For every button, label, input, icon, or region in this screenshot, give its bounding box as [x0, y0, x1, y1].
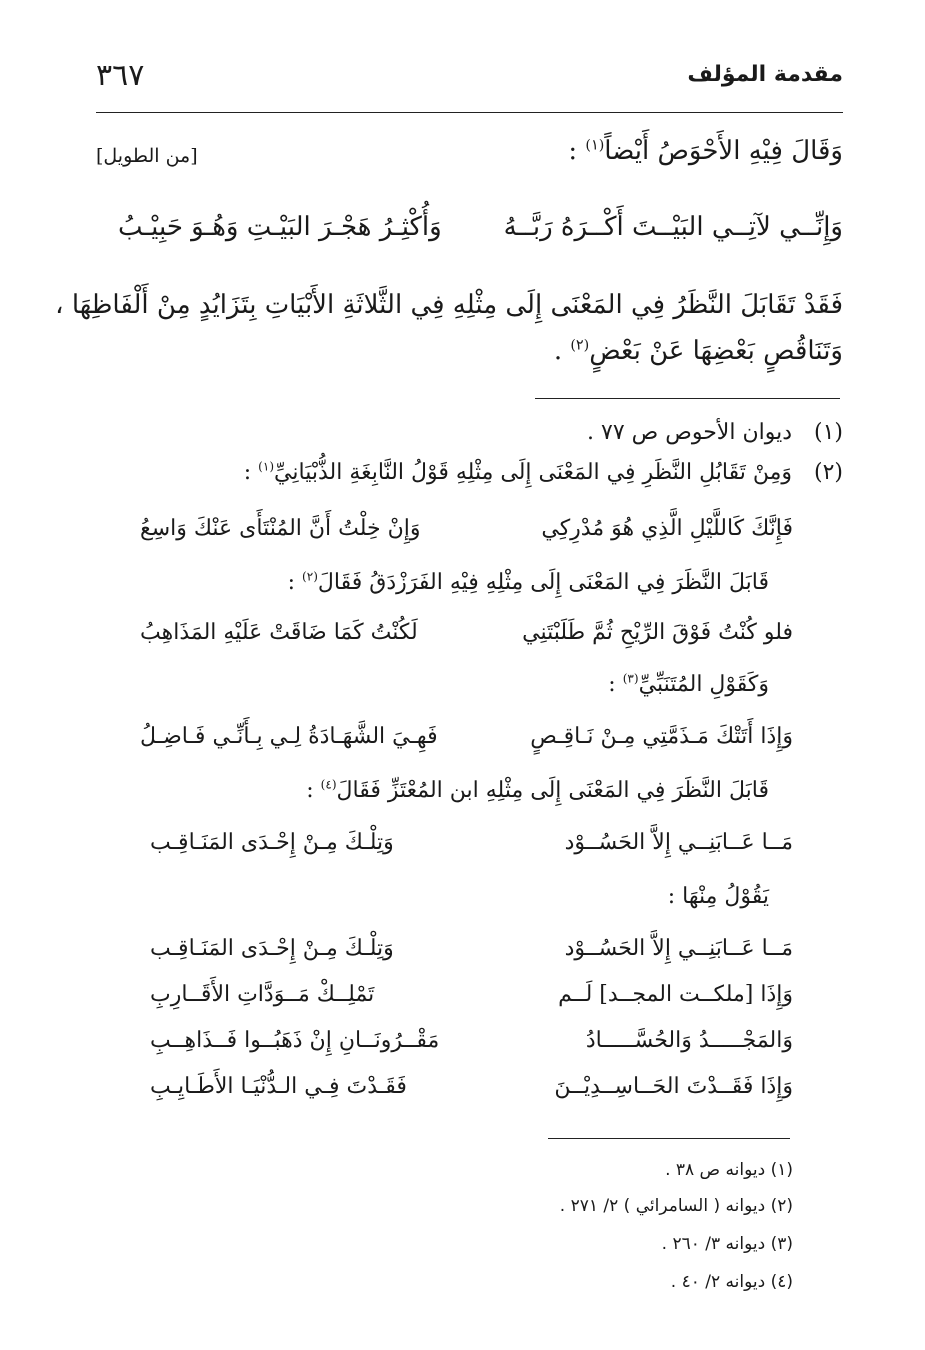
footnote-text: ديوان الأحوص ص ٧٧ . — [587, 420, 792, 445]
running-head: مقدمة المؤلف — [687, 62, 843, 87]
footnote-tail: : — [287, 570, 302, 595]
verse-second-hemistich: فَهِـيَ الشَّهَـادَةُ لِـي بِـأَنِّـي فَـاضِـلُ — [140, 724, 438, 749]
verse-first-hemistich: وَإِذَا [ملكــت المجــد] لَــم — [558, 982, 793, 1007]
verse-first-hemistich: وَإِذَا أَتَتْكَ مَـذَمَّتِي مِـنْ نَـاقِـصٍ — [530, 724, 793, 749]
footnote-ref: (٤) — [320, 777, 337, 792]
verse-first-hemistich: فَإِنَّكَ كَاللَّيْلِ الَّذِي هُوَ مُدْرِكِي — [541, 516, 793, 541]
footnote-line-d — [306, 778, 769, 803]
endnote-3: (٣) ديوانه ٣/ ٢٦٠ . — [661, 1234, 793, 1254]
footnote-2 — [244, 460, 843, 485]
main-verse — [118, 212, 843, 242]
footnote-tail: : — [243, 460, 259, 485]
footnote-line-b — [288, 570, 769, 595]
verse-second-hemistich: لَكُنْتُ كَمَا ضَاقَتْ عَلَيْهِ المَذَاهِبُ — [140, 620, 418, 645]
footnote-tail: : — [608, 672, 623, 697]
footnote-1 — [587, 420, 843, 445]
verse-first-hemistich: فلو كُنْتُ فَوْقَ الرِّيْحِ ثُمَّ طَلَبْتَنِي — [522, 620, 793, 645]
footnote-ref: (١) — [258, 459, 275, 474]
verse-second-hemistich: تَمْلِــكْ مَــوَدَّاتِ الأَقَــارِبِ — [150, 982, 375, 1007]
paragraph-line-1: فَقَدْ تَقَابَلَ النَّظَرُ فِي المَعْنَى إِلَى مِثْلِهِ فِي الثَّلاثَةِ الأَبْيَاتِ بِتَزَايُدٍ مِنْ أَلْفَاظِهَا ، — [55, 290, 843, 320]
intro-tail: : — [568, 136, 586, 166]
footnote-line-e: يَقُوْلُ مِنْهَا : — [667, 884, 769, 909]
poem-verse — [150, 982, 793, 1007]
verse-first-hemistich: مَــا عَــابَنِــي إِلاَّ الحَسُــوْد — [564, 936, 793, 961]
poem-verse — [150, 936, 793, 961]
footnote-ref: (٢) — [301, 569, 318, 584]
poem-verse — [150, 1028, 793, 1053]
paragraph-tail: . — [553, 336, 571, 366]
verse-first-hemistich: وَإِذَا فَقَــدْتَ الحَــاسِــدِيْــنَ — [554, 1074, 793, 1099]
verse-second-hemistich: فَقَـدْتَ فِـي الـدُّنْيَـا الأَطَـايِـبِ — [150, 1074, 407, 1099]
endnote-2: (٢) ديوانه ( السامرائي ) ٢/ ٢٧١ . — [559, 1196, 793, 1216]
footnote-verse-b — [140, 620, 793, 645]
endnote-1: (١) ديوانه ص ٣٨ . — [665, 1160, 793, 1180]
intro-line — [568, 136, 843, 166]
footnote-ref: (١) — [585, 137, 605, 154]
footnote-verse-c — [140, 724, 793, 749]
verse-first-hemistich: وَإِنِّــي لآتِــي البَيْــتَ أَكْــرَهُ رَبَّــهُ — [503, 212, 843, 242]
page-number: ٣٦٧ — [96, 58, 145, 93]
paragraph-text: وَتَنَاقُصٍ بَعْضِهَا عَنْ بَعْضٍ — [589, 336, 843, 366]
paragraph-line-2 — [554, 336, 843, 366]
verse-second-hemistich: وَتِلْـكَ مِـنْ إِحْـدَى المَنَـاقِـب — [150, 936, 394, 961]
header-rule — [96, 112, 843, 113]
verse-second-hemistich: وَأُكْثِـرُ هَجْـرَ البَيْـتِ وَهُـوَ حَبِيْـبُ — [118, 212, 442, 242]
footnote-text: قَابَلَ النَّظَرَ فِي المَعْنَى إِلَى مِثْلِهِ ابن المُعْتَزِّ فَقَالَ — [336, 778, 769, 803]
footnote-ref: (٣) — [622, 671, 639, 686]
footnote-number: (١) — [813, 420, 843, 445]
poem-verse — [150, 1074, 793, 1099]
endnote-separator — [548, 1138, 790, 1139]
footnote-verse-d — [150, 830, 793, 855]
verse-second-hemistich: مَقْــرُونَــانِ إِنْ ذَهَبُــوا فَــذَاهِــبِ — [150, 1028, 440, 1053]
intro-text: وَقَالَ فِيْهِ الأَحْوَصُ أَيْضاً — [604, 136, 843, 166]
verse-second-hemistich: وَإِنْ خِلْتُ أَنَّ المُنْتَأَى عَنْكَ وَاسِعُ — [140, 516, 421, 541]
footnote-text: وَكَقَوْلِ المُتَنَبِّيِّ — [638, 672, 769, 697]
endnote-4: (٤) ديوانه ٢/ ٤٠ . — [670, 1272, 793, 1292]
footnote-separator — [535, 398, 840, 399]
footnote-line-c — [608, 672, 769, 697]
footnote-verse-a — [140, 516, 793, 541]
footnote-ref: (٢) — [570, 337, 590, 354]
verse-first-hemistich: وَالمَجْـــــدُ وَالحُسَّـــــادُ — [585, 1028, 793, 1053]
meter-label: [من الطويل] — [96, 145, 198, 167]
footnote-text: وَمِنْ تَقَابُلِ النَّظَرِ فِي المَعْنَى إِلَى مِثْلِهِ قَوْلُ النَّابِغَةِ الذُّبْيَانِيِّ — [274, 460, 792, 485]
verse-second-hemistich: وَتِلْـكَ مِـنْ إِحْـدَى المَنَـاقِـب — [150, 830, 394, 855]
footnote-tail: : — [306, 778, 321, 803]
verse-first-hemistich: مَــا عَــابَنِــي إِلاَّ الحَسُــوْد — [564, 830, 793, 855]
footnote-number: (٢) — [813, 460, 843, 485]
footnote-text: قَابَلَ النَّظَرَ فِي المَعْنَى إِلَى مِثْلِهِ فِيْهِ الفَرَزْدَقُ فَقَالَ — [317, 570, 769, 595]
